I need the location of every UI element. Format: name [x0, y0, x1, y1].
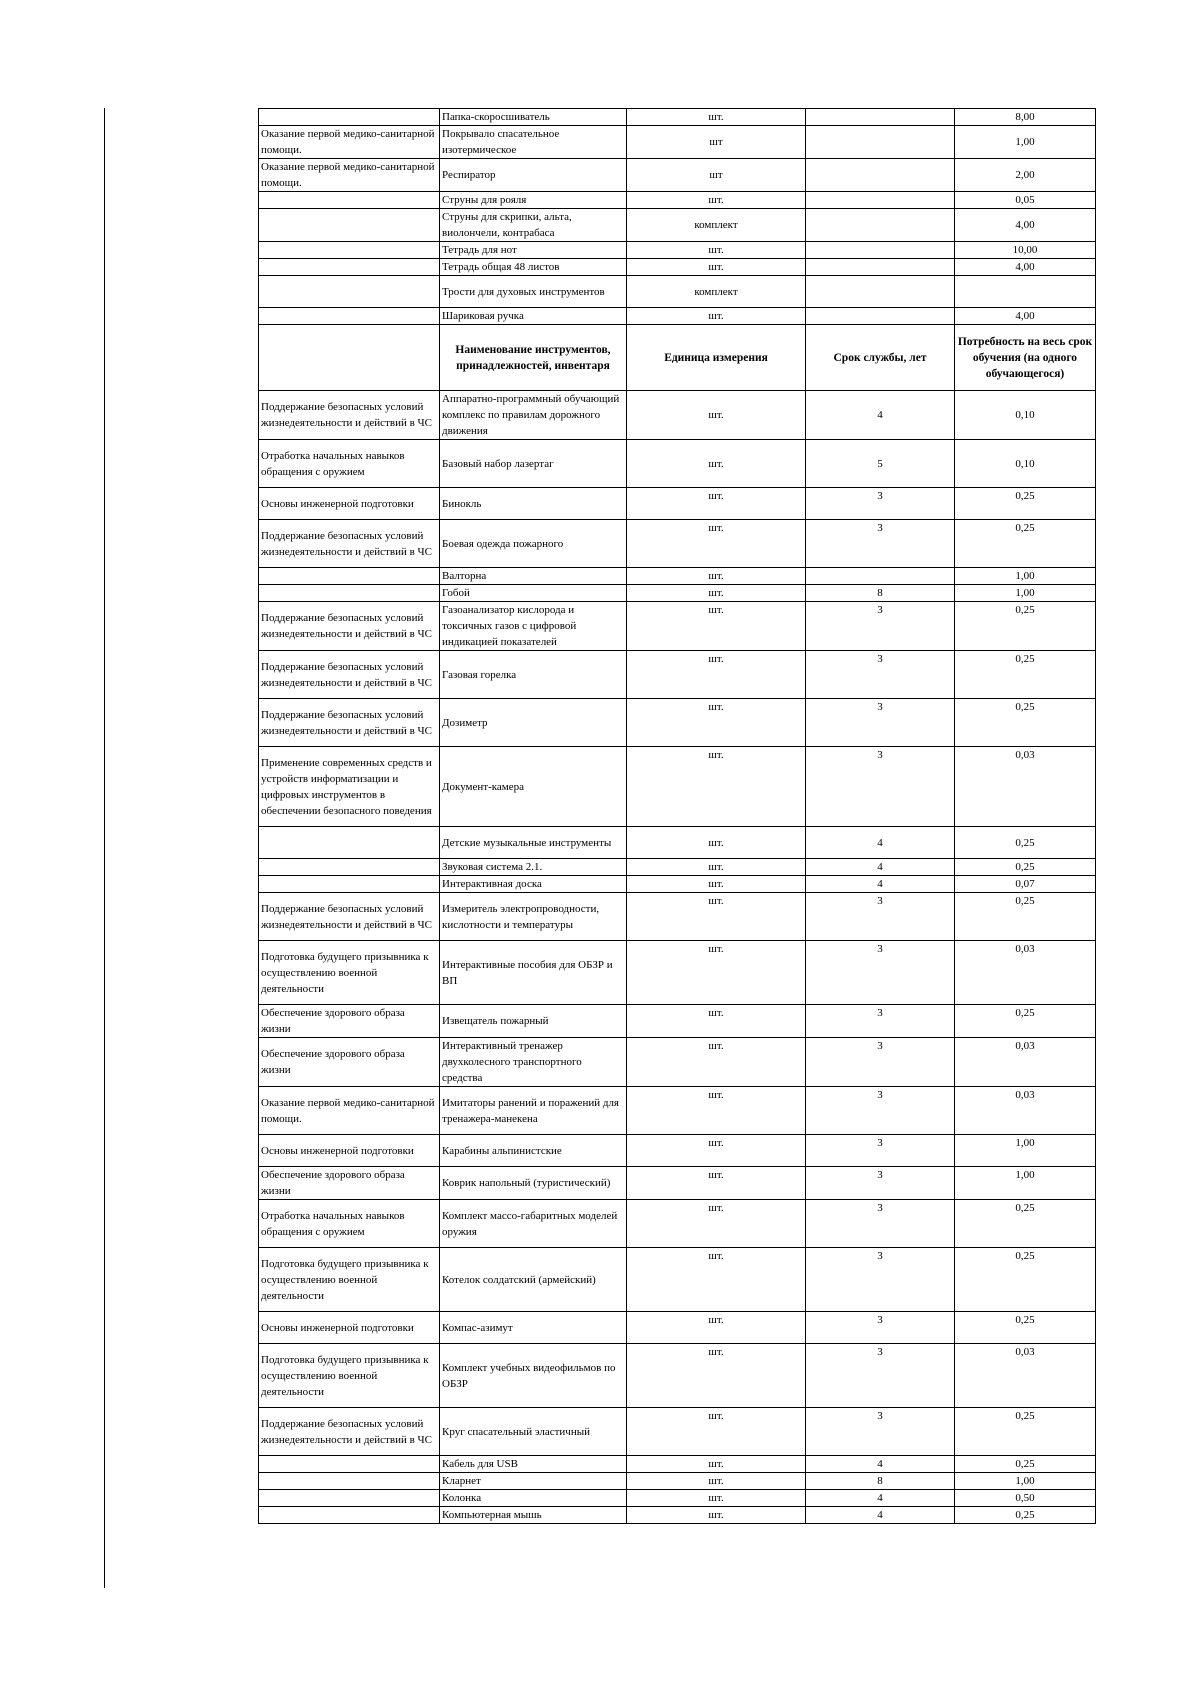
header-activity [259, 325, 440, 391]
table-row [259, 602, 1096, 651]
activity-cell: Оказание первой медико-санитарной помощи. [259, 159, 440, 192]
service-life-cell: 3 [806, 488, 955, 520]
table-row [259, 1087, 1096, 1135]
service-life-cell: 4 [806, 1490, 955, 1507]
activity-cell: Поддержание безопасных условий жизнедеятельности и действий в ЧС [259, 651, 440, 699]
item-name-cell: Шариковая ручка [440, 308, 627, 325]
need-cell: 0,25 [955, 1507, 1096, 1524]
need-cell: 0,03 [955, 941, 1096, 1005]
activity-cell [259, 585, 440, 602]
item-name-cell: Коврик напольный (туристический) [440, 1167, 627, 1200]
need-cell: 0,03 [955, 747, 1096, 827]
service-life-cell [806, 276, 955, 308]
unit-cell: шт [627, 159, 806, 192]
table-row [259, 1005, 1096, 1038]
table-row [259, 1473, 1096, 1490]
table-row [259, 876, 1096, 893]
service-life-cell: 3 [806, 1408, 955, 1456]
item-name-cell: Валторна [440, 568, 627, 585]
activity-cell [259, 242, 440, 259]
activity-cell: Обеспечение здорового образа жизни [259, 1038, 440, 1087]
unit-cell: шт. [627, 1167, 806, 1200]
table-row [259, 1200, 1096, 1248]
page-margin-line [104, 108, 105, 1588]
item-name-cell: Кларнет [440, 1473, 627, 1490]
unit-cell: шт. [627, 747, 806, 827]
item-name-cell: Компьютерная мышь [440, 1507, 627, 1524]
unit-cell: шт. [627, 941, 806, 1005]
need-cell: 0,25 [955, 651, 1096, 699]
table-row [259, 276, 1096, 308]
unit-cell: шт. [627, 109, 806, 126]
need-cell: 4,00 [955, 308, 1096, 325]
table-row [259, 585, 1096, 602]
activity-cell: Поддержание безопасных условий жизнедеятельности и действий в ЧС [259, 602, 440, 651]
service-life-cell [806, 259, 955, 276]
need-cell [955, 276, 1096, 308]
item-name-cell: Тетрадь общая 48 листов [440, 259, 627, 276]
service-life-cell: 3 [806, 651, 955, 699]
table-row [259, 1248, 1096, 1312]
unit-cell: шт. [627, 1038, 806, 1087]
need-cell: 8,00 [955, 109, 1096, 126]
table-row [259, 1456, 1096, 1473]
activity-cell: Обеспечение здорового образа жизни [259, 1167, 440, 1200]
unit-cell: комплект [627, 276, 806, 308]
table-row [259, 651, 1096, 699]
service-life-cell [806, 192, 955, 209]
unit-cell: шт. [627, 602, 806, 651]
activity-cell [259, 876, 440, 893]
need-cell: 0,25 [955, 602, 1096, 651]
unit-cell: шт. [627, 1135, 806, 1167]
item-name-cell: Струны для рояля [440, 192, 627, 209]
table-row [259, 440, 1096, 488]
table-body-after-header [259, 391, 1096, 1524]
unit-cell: шт. [627, 893, 806, 941]
activity-cell: Подготовка будущего призывника к осуществлению военной деятельности [259, 1344, 440, 1408]
activity-cell [259, 827, 440, 859]
item-name-cell: Котелок солдатский (армейский) [440, 1248, 627, 1312]
need-cell: 4,00 [955, 259, 1096, 276]
activity-cell: Поддержание безопасных условий жизнедеятельности и действий в ЧС [259, 1408, 440, 1456]
need-cell: 0,25 [955, 488, 1096, 520]
activity-cell: Оказание первой медико-санитарной помощи. [259, 1087, 440, 1135]
table-row [259, 520, 1096, 568]
item-name-cell: Трости для духовых инструментов [440, 276, 627, 308]
header-need: Потребность на весь срок обучения (на одного обучающегося) [955, 325, 1096, 391]
item-name-cell: Аппаратно-программный обучающий комплекс по правилам дорожного движения [440, 391, 627, 440]
inventory-table [258, 108, 1096, 1524]
unit-cell: шт. [627, 308, 806, 325]
unit-cell: шт. [627, 1490, 806, 1507]
item-name-cell: Респиратор [440, 159, 627, 192]
header-name: Наименование инструментов, принадлежностей, инвентаря [440, 325, 627, 391]
item-name-cell: Компас-азимут [440, 1312, 627, 1344]
table-row [259, 209, 1096, 242]
service-life-cell [806, 126, 955, 159]
service-life-cell: 4 [806, 859, 955, 876]
table-row [259, 242, 1096, 259]
need-cell: 0,10 [955, 440, 1096, 488]
need-cell: 1,00 [955, 568, 1096, 585]
unit-cell: шт. [627, 1473, 806, 1490]
service-life-cell: 3 [806, 520, 955, 568]
activity-cell [259, 1473, 440, 1490]
need-cell: 0,25 [955, 827, 1096, 859]
activity-cell: Основы инженерной подготовки [259, 488, 440, 520]
item-name-cell: Газовая горелка [440, 651, 627, 699]
item-name-cell: Интерактивный тренажер двухколесного транспортного средства [440, 1038, 627, 1087]
unit-cell: шт [627, 126, 806, 159]
service-life-cell: 4 [806, 876, 955, 893]
service-life-cell [806, 568, 955, 585]
activity-cell: Оказание первой медико-санитарной помощи. [259, 126, 440, 159]
header-life: Срок службы, лет [806, 325, 955, 391]
service-life-cell: 3 [806, 1200, 955, 1248]
service-life-cell: 3 [806, 1087, 955, 1135]
table-row [259, 699, 1096, 747]
table-header-group [259, 325, 1096, 391]
table-row [259, 192, 1096, 209]
service-life-cell: 8 [806, 585, 955, 602]
need-cell: 0,10 [955, 391, 1096, 440]
table-row [259, 488, 1096, 520]
service-life-cell [806, 308, 955, 325]
table-row [259, 159, 1096, 192]
service-life-cell: 3 [806, 699, 955, 747]
item-name-cell: Извещатель пожарный [440, 1005, 627, 1038]
activity-cell [259, 209, 440, 242]
unit-cell: шт. [627, 585, 806, 602]
service-life-cell: 3 [806, 893, 955, 941]
unit-cell: шт. [627, 1408, 806, 1456]
table-row [259, 827, 1096, 859]
header-unit: Единица измерения [627, 325, 806, 391]
need-cell: 0,25 [955, 1312, 1096, 1344]
item-name-cell: Папка-скоросшиватель [440, 109, 627, 126]
item-name-cell: Гобой [440, 585, 627, 602]
activity-cell [259, 308, 440, 325]
need-cell: 0,25 [955, 520, 1096, 568]
unit-cell: комплект [627, 209, 806, 242]
item-name-cell: Комплект учебных видеофильмов по ОБЗР [440, 1344, 627, 1408]
item-name-cell: Струны для скрипки, альта, виолончели, контрабаса [440, 209, 627, 242]
item-name-cell: Тетрадь для нот [440, 242, 627, 259]
table-row [259, 1507, 1096, 1524]
unit-cell: шт. [627, 568, 806, 585]
table-row [259, 893, 1096, 941]
need-cell: 0,50 [955, 1490, 1096, 1507]
activity-cell [259, 1507, 440, 1524]
item-name-cell: Круг спасательный эластичный [440, 1408, 627, 1456]
need-cell: 1,00 [955, 1167, 1096, 1200]
table-row [259, 568, 1096, 585]
unit-cell: шт. [627, 1344, 806, 1408]
unit-cell: шт. [627, 259, 806, 276]
service-life-cell: 8 [806, 1473, 955, 1490]
table-body-before-header [259, 109, 1096, 325]
unit-cell: шт. [627, 1456, 806, 1473]
item-name-cell: Комплект массо-габаритных моделей оружия [440, 1200, 627, 1248]
service-life-cell [806, 209, 955, 242]
table-row [259, 1344, 1096, 1408]
need-cell: 1,00 [955, 1473, 1096, 1490]
unit-cell: шт. [627, 1312, 806, 1344]
activity-cell: Поддержание безопасных условий жизнедеятельности и действий в ЧС [259, 893, 440, 941]
unit-cell: шт. [627, 1200, 806, 1248]
activity-cell: Поддержание безопасных условий жизнедеятельности и действий в ЧС [259, 699, 440, 747]
unit-cell: шт. [627, 520, 806, 568]
item-name-cell: Базовый набор лазертаг [440, 440, 627, 488]
unit-cell: шт. [627, 699, 806, 747]
activity-cell: Основы инженерной подготовки [259, 1135, 440, 1167]
service-life-cell: 3 [806, 1135, 955, 1167]
need-cell: 1,00 [955, 585, 1096, 602]
need-cell: 1,00 [955, 1135, 1096, 1167]
need-cell: 0,07 [955, 876, 1096, 893]
unit-cell: шт. [627, 391, 806, 440]
service-life-cell: 3 [806, 1005, 955, 1038]
need-cell: 0,25 [955, 1005, 1096, 1038]
activity-cell [259, 276, 440, 308]
unit-cell: шт. [627, 192, 806, 209]
item-name-cell: Кабель для USB [440, 1456, 627, 1473]
service-life-cell: 3 [806, 747, 955, 827]
activity-cell: Подготовка будущего призывника к осуществлению военной деятельности [259, 1248, 440, 1312]
service-life-cell: 3 [806, 1167, 955, 1200]
activity-cell: Отработка начальных навыков обращения с оружием [259, 1200, 440, 1248]
table-row [259, 259, 1096, 276]
unit-cell: шт. [627, 651, 806, 699]
service-life-cell: 4 [806, 827, 955, 859]
need-cell: 0,25 [955, 859, 1096, 876]
service-life-cell [806, 242, 955, 259]
service-life-cell: 4 [806, 1456, 955, 1473]
table-row [259, 1408, 1096, 1456]
table-header-row [259, 325, 1096, 391]
service-life-cell: 3 [806, 1038, 955, 1087]
unit-cell: шт. [627, 1005, 806, 1038]
need-cell: 1,00 [955, 126, 1096, 159]
unit-cell: шт. [627, 827, 806, 859]
item-name-cell: Интерактивная доска [440, 876, 627, 893]
table-row [259, 941, 1096, 1005]
activity-cell: Поддержание безопасных условий жизнедеятельности и действий в ЧС [259, 391, 440, 440]
need-cell: 10,00 [955, 242, 1096, 259]
need-cell: 0,25 [955, 1248, 1096, 1312]
unit-cell: шт. [627, 1248, 806, 1312]
need-cell: 0,03 [955, 1038, 1096, 1087]
service-life-cell [806, 109, 955, 126]
unit-cell: шт. [627, 876, 806, 893]
service-life-cell: 4 [806, 1507, 955, 1524]
need-cell: 0,25 [955, 1408, 1096, 1456]
service-life-cell [806, 159, 955, 192]
item-name-cell: Документ-камера [440, 747, 627, 827]
activity-cell: Поддержание безопасных условий жизнедеятельности и действий в ЧС [259, 520, 440, 568]
activity-cell [259, 109, 440, 126]
item-name-cell: Звуковая система 2.1. [440, 859, 627, 876]
table-row [259, 1038, 1096, 1087]
activity-cell [259, 192, 440, 209]
unit-cell: шт. [627, 242, 806, 259]
service-life-cell: 3 [806, 1248, 955, 1312]
table-row [259, 1135, 1096, 1167]
activity-cell [259, 859, 440, 876]
table-row [259, 126, 1096, 159]
item-name-cell: Карабины альпинистские [440, 1135, 627, 1167]
need-cell: 0,25 [955, 1200, 1096, 1248]
item-name-cell: Имитаторы ранений и поражений для тренажера-манекена [440, 1087, 627, 1135]
item-name-cell: Бинокль [440, 488, 627, 520]
item-name-cell: Интерактивные пособия для ОБЗР и ВП [440, 941, 627, 1005]
need-cell: 0,25 [955, 1456, 1096, 1473]
service-life-cell: 3 [806, 1344, 955, 1408]
service-life-cell: 3 [806, 941, 955, 1005]
unit-cell: шт. [627, 1507, 806, 1524]
need-cell: 0,25 [955, 699, 1096, 747]
table-row [259, 1312, 1096, 1344]
activity-cell: Обеспечение здорового образа жизни [259, 1005, 440, 1038]
need-cell: 4,00 [955, 209, 1096, 242]
unit-cell: шт. [627, 859, 806, 876]
service-life-cell: 3 [806, 602, 955, 651]
table-row [259, 109, 1096, 126]
need-cell: 0,03 [955, 1087, 1096, 1135]
activity-cell [259, 259, 440, 276]
item-name-cell: Газоанализатор кислорода и токсичных газов с цифровой индикацией показателей [440, 602, 627, 651]
activity-cell [259, 1490, 440, 1507]
activity-cell: Подготовка будущего призывника к осуществлению военной деятельности [259, 941, 440, 1005]
need-cell: 0,25 [955, 893, 1096, 941]
need-cell: 0,05 [955, 192, 1096, 209]
table-row [259, 747, 1096, 827]
item-name-cell: Боевая одежда пожарного [440, 520, 627, 568]
unit-cell: шт. [627, 440, 806, 488]
item-name-cell: Дозиметр [440, 699, 627, 747]
table-row [259, 859, 1096, 876]
activity-cell [259, 1456, 440, 1473]
item-name-cell: Колонка [440, 1490, 627, 1507]
need-cell: 2,00 [955, 159, 1096, 192]
table-row [259, 1490, 1096, 1507]
activity-cell: Основы инженерной подготовки [259, 1312, 440, 1344]
service-life-cell: 3 [806, 1312, 955, 1344]
service-life-cell: 5 [806, 440, 955, 488]
table-row [259, 308, 1096, 325]
activity-cell: Применение современных средств и устройств информатизации и цифровых инструментов в обеспечении безопасного поведения [259, 747, 440, 827]
item-name-cell: Детские музыкальные инструменты [440, 827, 627, 859]
item-name-cell: Измеритель электропроводности, кислотности и температуры [440, 893, 627, 941]
unit-cell: шт. [627, 1087, 806, 1135]
activity-cell: Отработка начальных навыков обращения с оружием [259, 440, 440, 488]
need-cell: 0,03 [955, 1344, 1096, 1408]
activity-cell [259, 568, 440, 585]
service-life-cell: 4 [806, 391, 955, 440]
table-row [259, 1167, 1096, 1200]
item-name-cell: Покрывало спасательное изотермическое [440, 126, 627, 159]
table-row [259, 391, 1096, 440]
unit-cell: шт. [627, 488, 806, 520]
